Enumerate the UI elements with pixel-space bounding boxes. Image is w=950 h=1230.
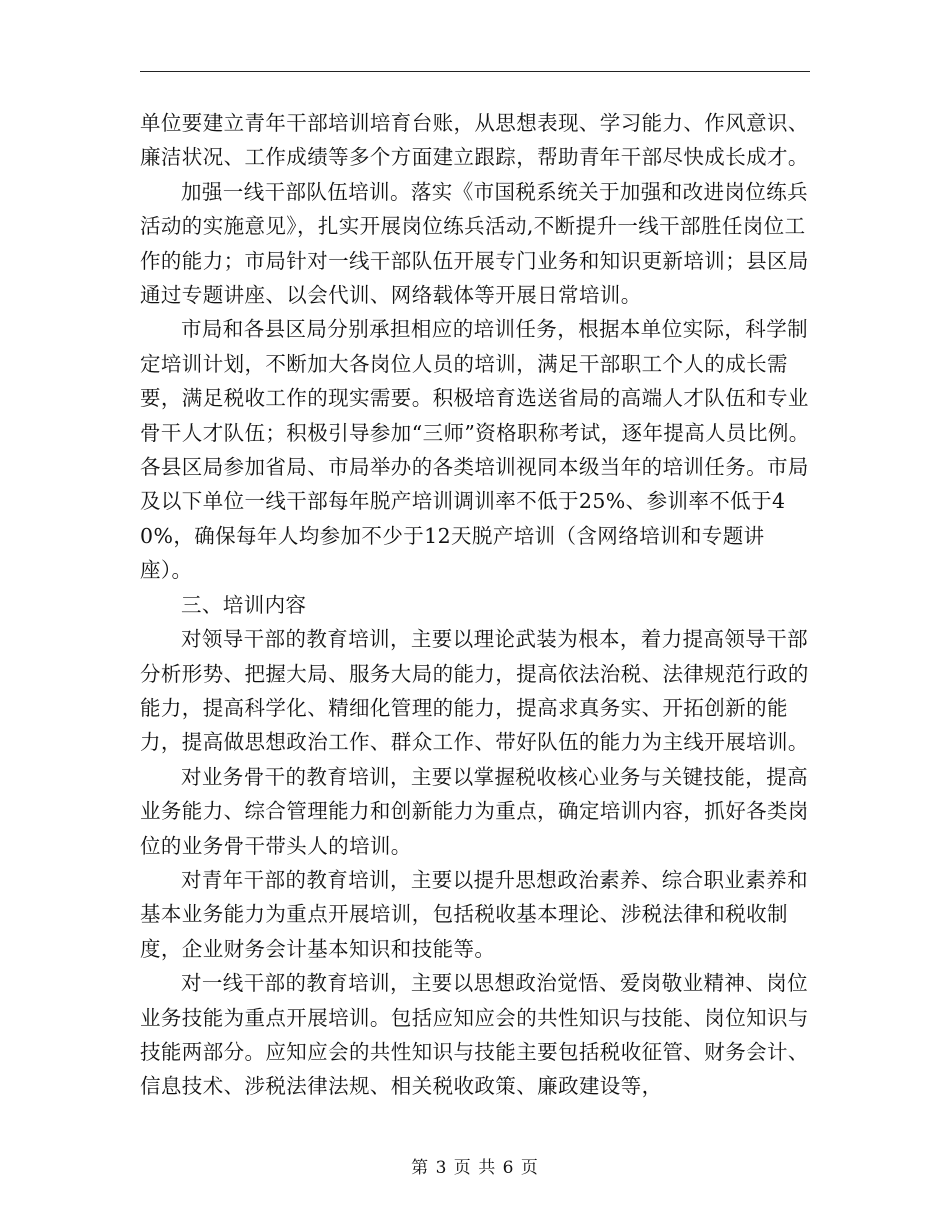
body-text (140, 106, 812, 1104)
page-number: 第 3 页 共 6 页 (411, 1158, 539, 1178)
header-rule (140, 71, 810, 72)
paragraph-6: 对业务骨干的教育培训，主要以掌握税收核心业务与关键技能，提高业务能力、综合管理能力和创新能力为重点，确定培训内容，抓好各类岗位的业务骨干带头人的培训。 (140, 764, 809, 858)
paragraph-7: 对青年干部的教育培训，主要以提升思想政治素养、综合职业素养和基本业务能力为重点开展培训，包括税收基本理论、涉税法律和税收制度，企业财务会计基本知识和技能等。 (140, 867, 808, 961)
paragraph-3: 市局和各县区局分别承担相应的培训任务，根据本单位实际，科学制定培训计划，不断加大各岗位人员的培训，满足干部职工个人的成长需要，满足税收工作的现实需要。积极培育选送省局的高端人才队伍和专业骨干人才队伍；积极引导参加“三师”资格职称考试，逐年提高人员比例。各县区局参加省局、市局举办的各类培训视同本级当年的培训任务。市局及以下单位一线干部每年脱产培训调训率不低于25%、参训率不低于40%，确保每年人均参加不少于12天脱产培训（含网络培训和专题讲座）。 (140, 317, 810, 583)
paragraph-2: 加强一线干部队伍培训。落实《市国税系统关于加强和改进岗位练兵活动的实施意见》，扎实开展岗位练兵活动,不断提升一线干部胜任岗位工作的能力；市局针对一线干部队伍开展专门业务和知识更新培训；县区局通过专题讲座、以会代训、网络载体等开展日常培训。 (140, 179, 809, 308)
paragraph-8: 对一线干部的教育培训，主要以思想政治觉悟、爱岗敬业精神、岗位业务技能为重点开展培训。包括应知应会的共性知识与技能、岗位知识与技能两部分。应知应会的共性知识与技能主要包括税收征管、财务会计、信息技术、涉税法律法规、相关税收政策、廉政建设等， (140, 971, 809, 1099)
paragraph-5: 对领导干部的教育培训，主要以理论武装为根本，着力提高领导干部分析形势、把握大局、服务大局的能力，提高依法治税、法律规范行政的能力，提高科学化、精细化管理的能力，提高求真务实、开拓创新的能力，提高做思想政治工作、群众工作、带好队伍的能力为主线开展培训。 (140, 627, 809, 755)
paragraph-1: 单位要建立青年干部培训培育台账，从思想表现、学习能力、作风意识、廉洁状况、工作成绩等多个方面建立跟踪，帮助青年干部尽快成长成才。 (140, 111, 809, 170)
section-heading: 三、培训内容 (181, 592, 307, 617)
